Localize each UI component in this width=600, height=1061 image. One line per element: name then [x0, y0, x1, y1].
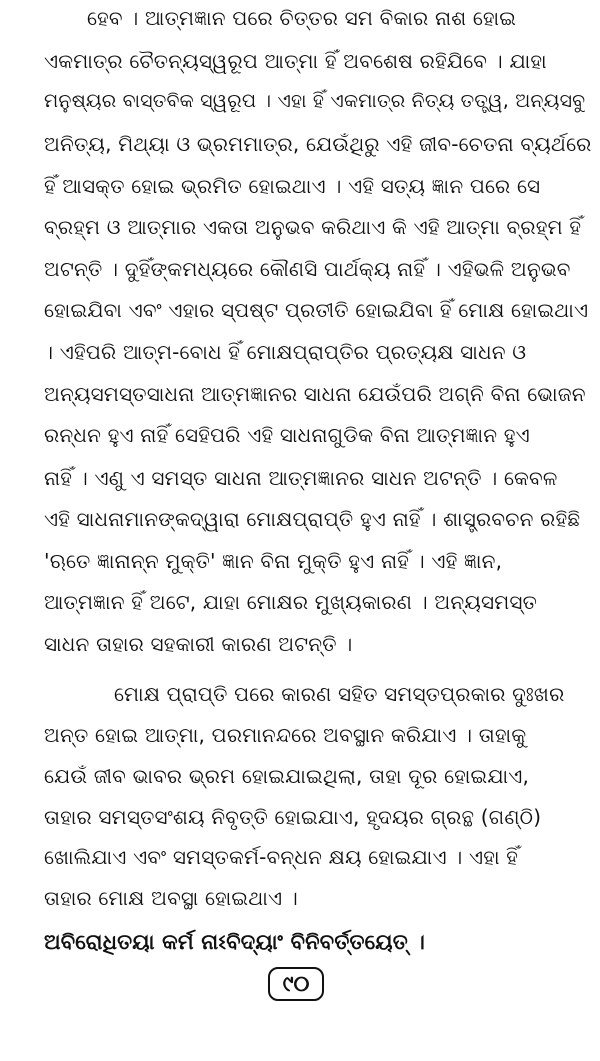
page-number: ୯୦ [268, 967, 324, 1001]
text-line: ବ୍ରହ୍ମ ଓ ଆତ୍ମାର ଏକତା ଅନୁଭବ କରିଥାଏ କି ଏହି ଆତ୍ମା ବ୍ରହ୍ମ ହିଁ [44, 215, 582, 239]
text-line: ରନ୍ଧନ ହୁଏ ନାହିଁ ସେହିପରି ଏହି ସାଧନାଗୁଡିକ ବିନା ଆତ୍ମଜ୍ଞାନ ହୁଏ [44, 423, 530, 447]
text-line: ଅନ୍ୟସମସ୍ତସାଧନା ଆତ୍ମଜ୍ଞାନର ସାଧନା ଯେଉଁପରି ଅଗ୍ନି ବିନା ଭୋଜନ [44, 382, 586, 406]
text-line: ଅଟନ୍ତି । ଦୁହିଁଙ୍କମଧ୍ୟରେ କୌଣସି ପାର୍ଥକ୍ୟ ନାହିଁ । ଏହିଭଳି ଅନୁଭବ [44, 257, 571, 281]
verse-line: ଅବିରୋଧିତୟା କର୍ମ ନାଽବିଦ୍ୟାଂ ବିନିବର୍ତ୍ତୟେତ୍ । [44, 930, 426, 954]
text-line: ଖୋଲିଯାଏ ଏବଂ ସମସ୍ତକର୍ମ-ବନ୍ଧନ କ୍ଷୟ ହୋଇଯାଏ । ଏହା ହିଁ [44, 845, 519, 869]
text-line: ସାଧନ ତାହାର ସହକାରୀ କାରଣ ଅଟନ୍ତି । [44, 632, 353, 656]
text-line: ଅନ୍ତ ହୋଇ ଆତ୍ମା, ପରମାନନ୍ଦରେ ଅବସ୍ଥାନ କରିଯାଏ । ତାହାକୁ [44, 723, 527, 747]
text-line: ମୋକ୍ଷ ପ୍ରାପ୍ତି ପରେ କାରଣ ସହିତ ସମସ୍ତପ୍ରକାର ଦୁଃଖର [114, 682, 565, 706]
text-line: ହୋଇଯିବା ଏବଂ ଏହାର ସ୍ପଷ୍ଟ ପ୍ରତୀତି ହୋଇଯିବା ହିଁ ମୋକ୍ଷ ହୋଇଥାଏ [44, 298, 589, 322]
text-line: ଆତ୍ମଜ୍ଞାନ ହିଁ ଅଟେ, ଯାହା ମୋକ୍ଷର ମୁଖ୍ୟକାରଣ । ଅନ୍ୟସମସ୍ତ [44, 590, 538, 614]
text-line: ଅନିତ୍ୟ, ମିଥ୍ୟା ଓ ଭ୍ରମମାତ୍ର, ଯେଉଁଥିରୁ ଏହି ଜୀବ-ଚେତନା ବ୍ୟର୍ଥରେ [44, 132, 592, 156]
text-line: 'ଋତେ ଜ୍ଞାନାନ୍ନ ମୁକ୍ତି' ଜ୍ଞାନ ବିନା ମୁକ୍ତି ହୁଏ ନାହିଁ । ଏହି ଜ୍ଞାନ, [44, 549, 503, 573]
text-line: ଏକମାତ୍ର ଚୈତନ୍ୟସ୍ୱରୂପ ଆତ୍ମା ହିଁ ଅବଶେଷ ରହିଯିବେ । ଯାହା [44, 49, 547, 73]
text-line: ଏହି ସାଧନାମାନଙ୍କଦ୍ୱାରା ମୋକ୍ଷପ୍ରାପ୍ତି ହୁଏ ନାହିଁ । ଶାସ୍ତ୍ରବଚନ ରହିଛି [44, 507, 581, 531]
text-line: । ଏହିପରି ଆତ୍ମ-ବୋଧ ହିଁ ମୋକ୍ଷପ୍ରାପ୍ତିର ପ୍ରତ୍ୟକ୍ଷ ସାଧନ ଓ [44, 340, 527, 364]
text-line: ଯେଉଁ ଜୀବ ଭାବର ଭ୍ରମ ହୋଇଯାଇଥିଲା, ତାହା ଦୂର ହୋଇଯାଏ, [44, 764, 530, 788]
text-line: ହେବ । ଆତ୍ମଜ୍ଞାନ ପରେ ଚିତ୍ତର ସମ ବିକାର ନାଶ ହୋଇ [87, 6, 517, 30]
text-line: ନାହିଁ । ଏଣୁ ଏ ସମସ୍ତ ସାଧନା ଆତ୍ମଜ୍ଞାନର ସାଧନ ଅଟନ୍ତି । କେବଳ [44, 466, 558, 490]
text-line: ତାହାର ସମସ୍ତସଂଶୟ ନିବୃତ୍ତି ହୋଇଯାଏ, ହୃଦୟର ଗ୍ରନ୍ଥ (ଗଣ୍ଠି) [44, 805, 542, 829]
text-line: ତାହାର ମୋକ୍ଷ ଅବସ୍ଥା ହୋଇଥାଏ । [44, 886, 298, 910]
text-line: ମନୁଷ୍ୟର ବାସ୍ତବିକ ସ୍ୱରୂପ । ଏହା ହିଁ ଏକମାତ୍ର ନିତ୍ୟ ତତ୍ତ୍ୱ, ଅନ୍ୟସବୁ [44, 90, 586, 112]
text-line: ହିଁ ଆସକ୍ତ ହୋଇ ଭ୍ରମିତ ହୋଇଥାଏ । ଏହି ସତ୍ୟ ଜ୍ଞାନ ପରେ ସେ [44, 174, 541, 198]
